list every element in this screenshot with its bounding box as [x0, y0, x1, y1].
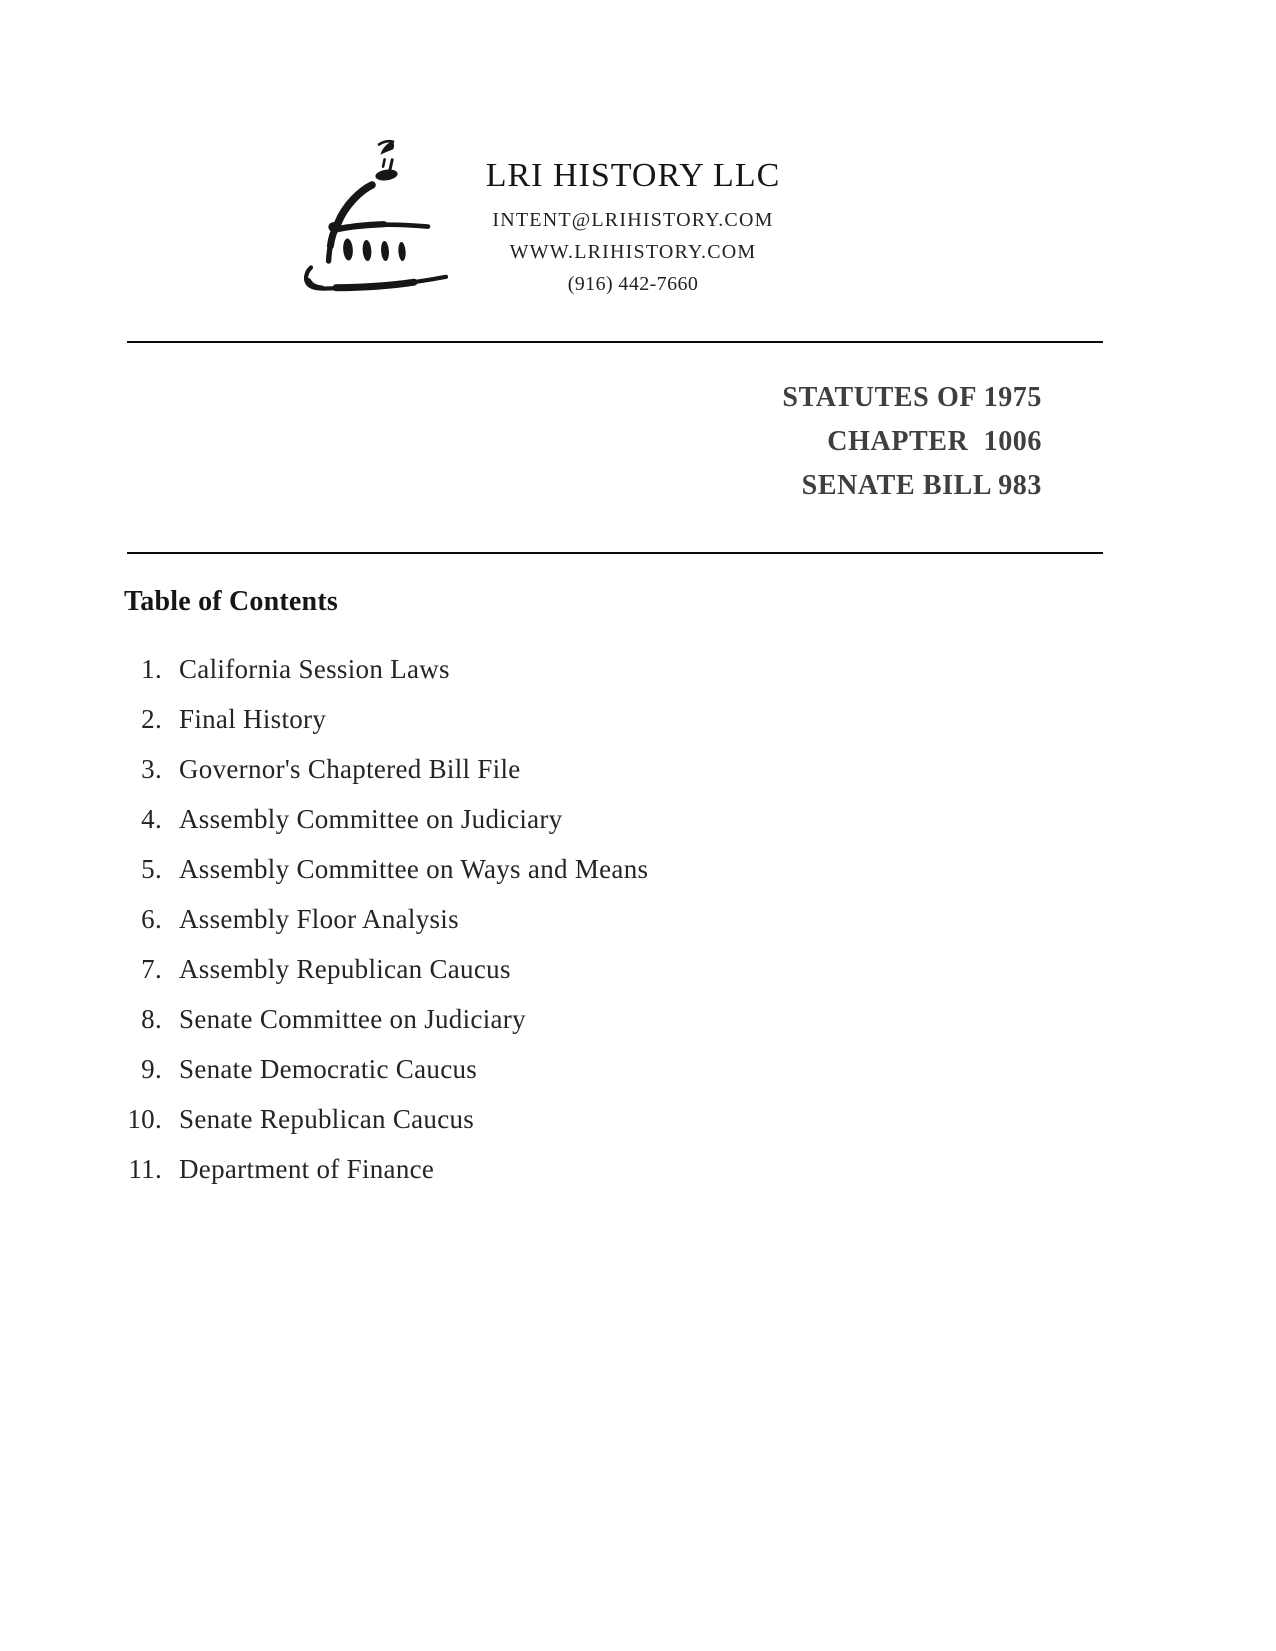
toc-item-number: 4. — [141, 804, 162, 834]
toc-item-number: 7. — [141, 954, 162, 984]
capitol-dome-logo-icon — [288, 118, 453, 300]
bill-reference — [127, 376, 1042, 508]
toc-item — [120, 704, 648, 734]
toc-item-number: 2. — [141, 704, 162, 734]
toc-item-label: Assembly Republican Caucus — [179, 954, 511, 984]
letterhead — [433, 156, 833, 300]
toc-item — [120, 1054, 648, 1084]
toc-item-label: Governor's Chaptered Bill File — [179, 754, 521, 784]
toc-item — [120, 754, 648, 784]
toc-item-number: 10. — [127, 1104, 162, 1134]
toc-item-number: 3. — [141, 754, 162, 784]
toc-item-number: 1. — [141, 654, 162, 684]
toc-item — [120, 1104, 648, 1134]
toc-item — [120, 954, 648, 984]
chapter-line: CHAPTER 1006 — [827, 426, 1042, 457]
toc-title: Table of Contents — [124, 586, 338, 617]
toc-item-label: Assembly Floor Analysis — [179, 904, 459, 934]
company-name: LRI HISTORY LLC — [485, 157, 781, 194]
toc-item — [120, 904, 648, 934]
toc-item-label: Department of Finance — [179, 1154, 435, 1184]
toc-item-label: Senate Democratic Caucus — [179, 1054, 478, 1084]
toc-item-label: Senate Committee on Judiciary — [179, 1004, 526, 1034]
toc-list — [120, 654, 648, 1204]
toc-item-label: Assembly Committee on Ways and Means — [179, 854, 649, 884]
toc-item — [120, 654, 648, 684]
toc-item-number: 5. — [141, 854, 162, 884]
company-email: INTENT@LRIHISTORY.COM — [492, 209, 774, 231]
toc-item — [120, 1154, 648, 1184]
toc-item-number: 8. — [141, 1004, 162, 1034]
toc-item — [120, 1004, 648, 1034]
company-website: WWW.LRIHISTORY.COM — [509, 241, 757, 263]
toc-item-number: 11. — [128, 1154, 162, 1184]
toc-item-label: California Session Laws — [179, 654, 450, 684]
divider-bottom — [127, 552, 1103, 554]
statutes-line: STATUTES OF 1975 — [782, 382, 1042, 413]
toc-item-label: Final History — [179, 704, 327, 734]
divider-top — [127, 341, 1103, 343]
toc-item — [120, 854, 648, 884]
senate-bill-line: SENATE BILL 983 — [801, 470, 1042, 501]
toc-item-label: Assembly Committee on Judiciary — [179, 804, 563, 834]
company-phone: (916) 442-7660 — [567, 273, 699, 295]
toc-item-number: 9. — [141, 1054, 162, 1084]
toc-item-number: 6. — [141, 904, 162, 934]
toc-item — [120, 804, 648, 834]
toc-item-label: Senate Republican Caucus — [179, 1104, 475, 1134]
